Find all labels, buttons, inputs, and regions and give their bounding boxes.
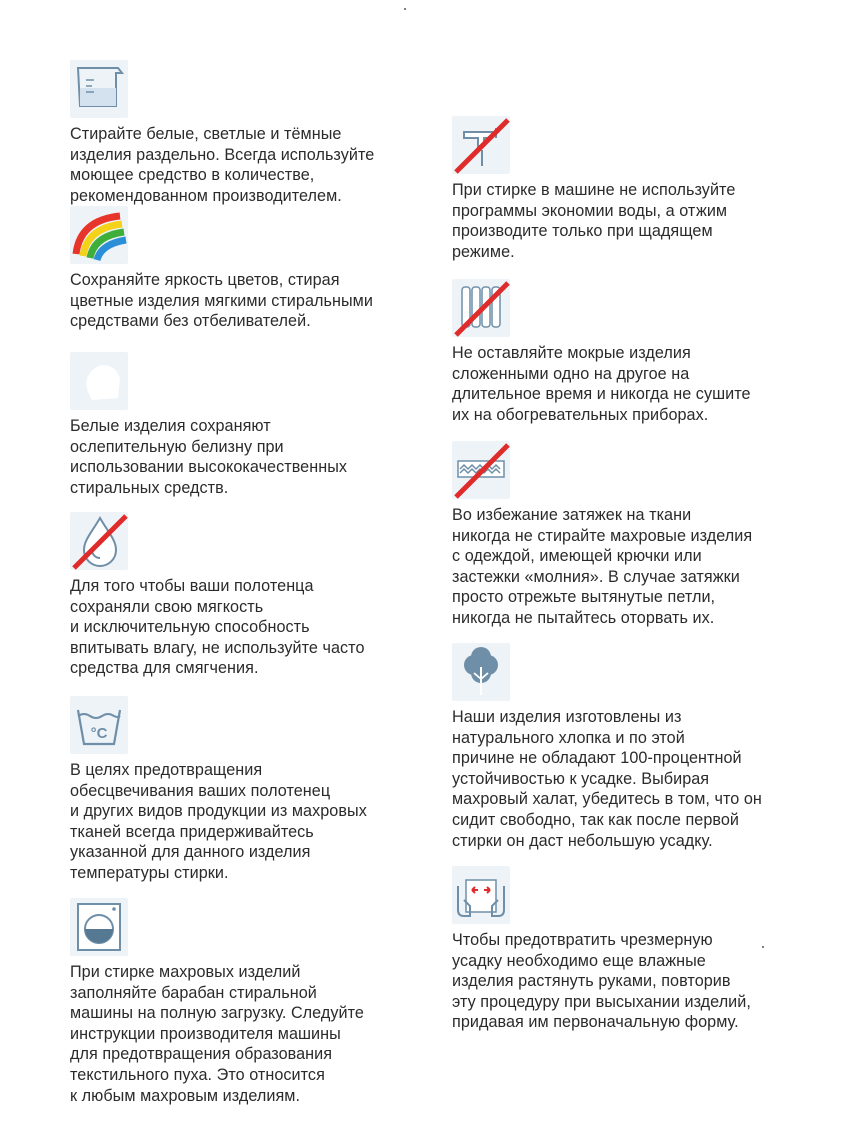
- care-item-text: Сохраняйте яркость цветов, стирая цветные изделия мягкими стиральными средствами без отбеливателей.: [70, 271, 373, 331]
- wash-temperature-icon: [70, 696, 128, 754]
- full-drum-icon: [70, 898, 128, 956]
- care-item-text: Белые изделия сохраняют ослепительную белизну при использовании высококачественных стиральных средств.: [70, 417, 348, 497]
- scan-speck: [404, 8, 406, 10]
- care-item-colors: [70, 206, 373, 332]
- care-item-text: Наши изделия изготовлены из натурального хлопка и по этой причине не обладают 100-процентной устойчивостью к усадке. Выбирая махровый халат, убедитесь в том, что он сидит свободно, так как после первой стирки он даст небольшую усадку.: [452, 708, 762, 850]
- care-item-full-drum: [70, 898, 364, 1106]
- no-softener-drop-icon: [70, 512, 128, 570]
- care-item-text: Чтобы предотвратить чрезмерную усадку необходимо еще влажные изделия растянуть руками, повторив эту процедуру при высыхании изделий, придавая им первоначальную форму.: [452, 931, 751, 1032]
- care-item-text: Во избежание затяжек на ткани никогда не стирайте махровые изделия с одеждой, имеющей крючки или застежки «молния». В случае затяжки просто отрежьте вытянутые петли, никогда не пытайтесь оторвать их.: [452, 506, 753, 627]
- care-item-sort-laundry: [70, 60, 374, 206]
- care-item-radiator: [452, 279, 751, 425]
- care-item-zipper: [452, 441, 752, 629]
- care-item-text: Стирайте белые, светлые и тёмные изделия раздельно. Всегда используйте моющее средство в количестве, рекомендованном производителем.: [70, 125, 375, 205]
- care-item-text: При стирке в машине не используйте программы экономии воды, а отжим производите только при щадящем режиме.: [452, 181, 736, 261]
- no-zipper-icon: [452, 441, 510, 499]
- svg-text:°C: °C: [90, 725, 108, 742]
- care-item-temperature: [70, 696, 367, 884]
- care-item-text: При стирке махровых изделий заполняйте барабан стиральной машины на полную загрузку. Следуйте инструкции производителя машины для предотвращения образования текстильного пуха. Это относится к любым махровым изделиям.: [70, 963, 364, 1105]
- care-item-text: Для того чтобы ваши полотенца сохраняли свою мягкость и исключительную способность впитывать влагу, не используйте часто средства для смягчения.: [70, 577, 365, 678]
- care-item-cotton: [452, 643, 762, 851]
- no-radiator-drying-icon: [452, 279, 510, 337]
- rainbow-icon: [70, 206, 128, 264]
- care-item-text: В целях предотвращения обесцвечивания ваших полотенец и других видов продукции из махровых тканей всегда придерживайтесь указанной для данного изделия температуры стирки.: [70, 761, 367, 882]
- care-item-white: [70, 352, 347, 498]
- cotton-plant-icon: [452, 643, 510, 701]
- care-item-softener: [70, 512, 365, 679]
- care-item-stretch: [452, 866, 751, 1033]
- white-fabric-icon: [70, 352, 128, 410]
- stretch-hands-icon: [452, 866, 510, 924]
- measuring-jug-icon: [70, 60, 128, 118]
- scan-speck: [762, 946, 764, 948]
- care-item-text: Не оставляйте мокрые изделия сложенными одно на другое на длительное время и никогда не сушите их на обогревательных приборах.: [452, 344, 751, 424]
- care-item-water-saving: [452, 116, 735, 262]
- no-water-saving-icon: [452, 116, 510, 174]
